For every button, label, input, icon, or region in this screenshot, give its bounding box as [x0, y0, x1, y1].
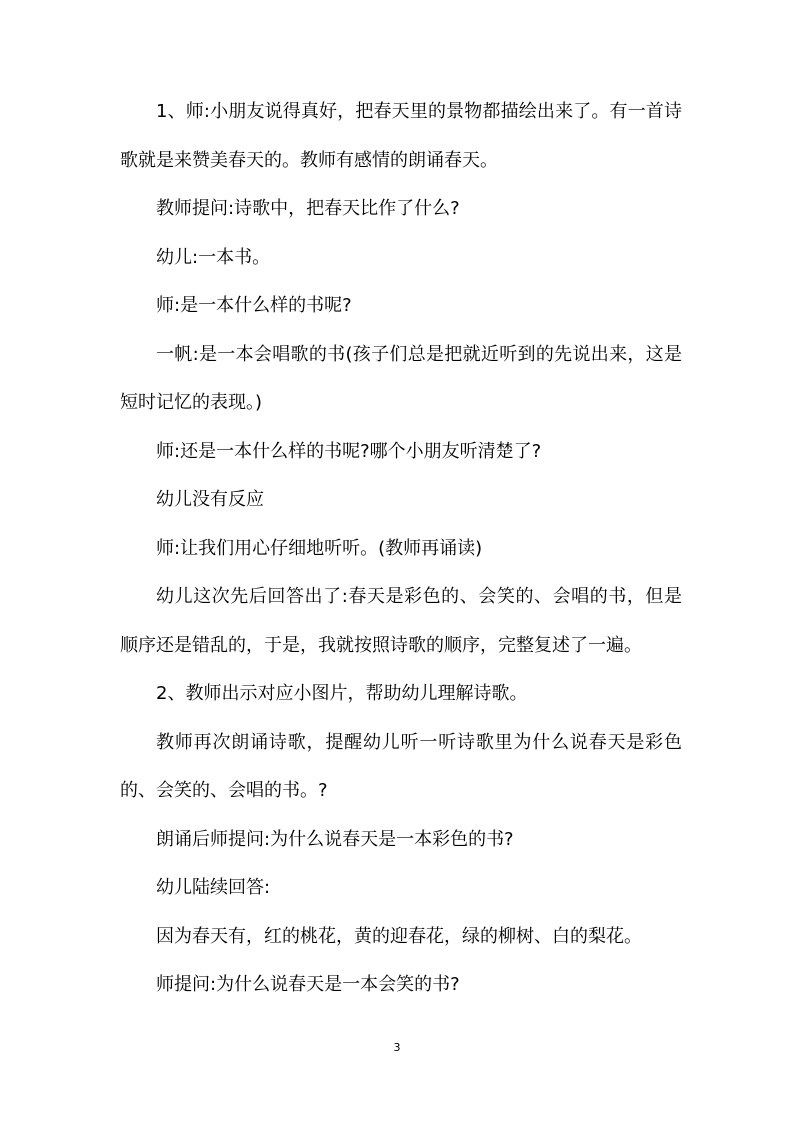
paragraph: 幼儿没有反应 — [156, 489, 264, 510]
page-number: 3 — [393, 1041, 401, 1054]
paragraph: 师:还是一本什么样的书呢?哪个小朋友听清楚了? — [156, 440, 542, 462]
paragraph: 师提问:为什么说春天是一本会笑的书? — [156, 974, 460, 995]
paragraph: 因为春天有，红的桃花，黄的迎春花，绿的柳树、白的梨花。 — [156, 925, 642, 947]
paragraph: 教师再次朗诵诗歌，提醒幼儿听一听诗歌里为什么说春天是彩色的、会笑的、会唱的书。? — [120, 731, 682, 801]
paragraph: 幼儿这次先后回答出了:春天是彩色的、会笑的、会唱的书，但是顺序还是错乱的，于是，我就按照诗歌的顺序，完整复述了一遍。 — [120, 586, 682, 656]
paragraph: 幼儿:一本书。 — [156, 246, 271, 268]
document-body — [120, 88, 682, 1010]
paragraph: 师:让我们用心仔细地听听。(教师再诵读) — [156, 537, 483, 559]
paragraph: 师:是一本什么样的书呢? — [156, 295, 352, 316]
paragraph: 朗诵后师提问:为什么说春天是一本彩色的书? — [156, 828, 514, 850]
paragraph: 一帆:是一本会唱歌的书(孩子们总是把就近听到的先说出来，这是短时记忆的表现。) — [120, 343, 682, 413]
paragraph: 1、师:小朋友说得真好，把春天里的景物都描绘出来了。有一首诗歌就是来赞美春天的。教师有感情的朗诵春天。 — [120, 101, 682, 171]
paragraph: 教师提问:诗歌中，把春天比作了什么? — [156, 198, 460, 219]
paragraph: 幼儿陆续回答: — [156, 877, 271, 898]
paragraph: 2、教师出示对应小图片，帮助幼儿理解诗歌。 — [156, 683, 528, 704]
